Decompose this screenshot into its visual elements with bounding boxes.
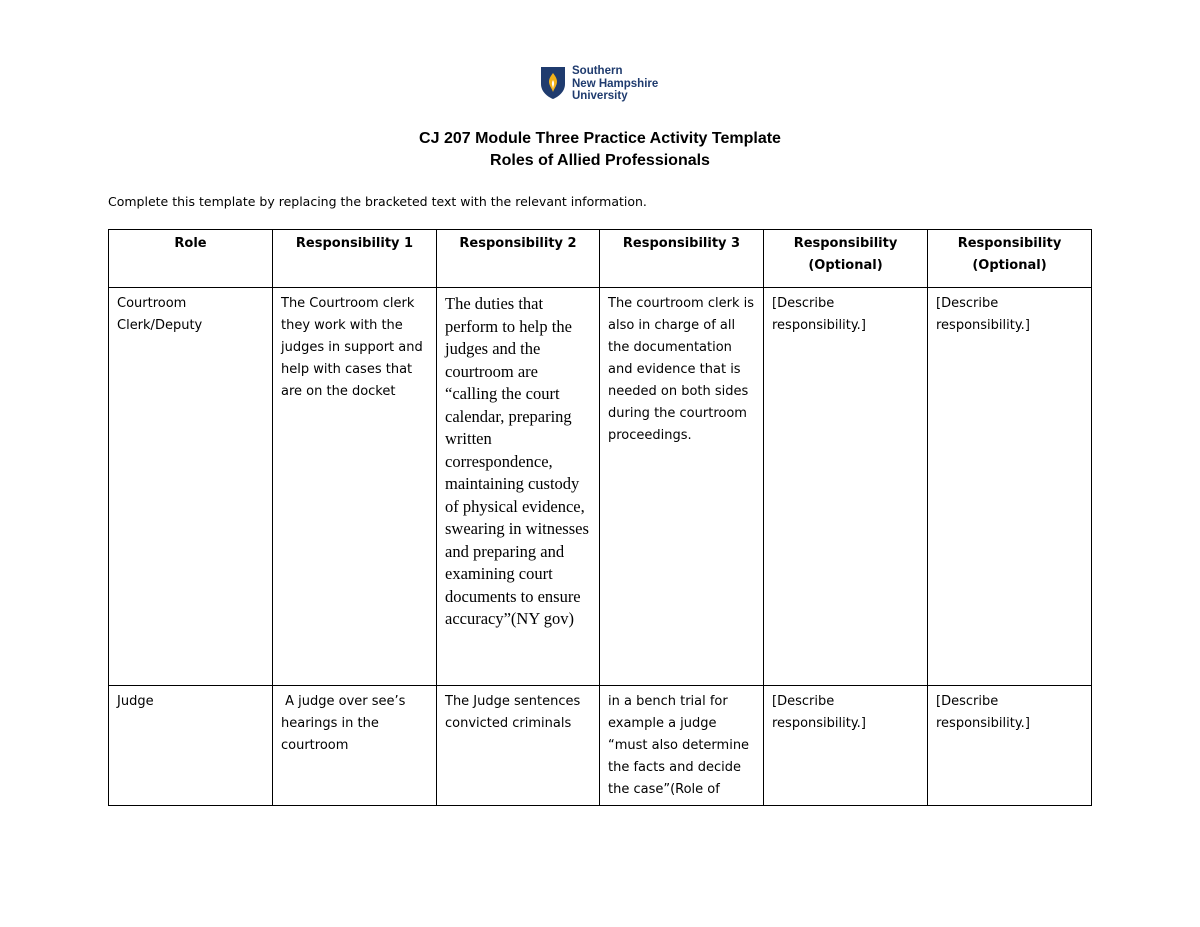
cell-responsibility-1[interactable]: The Courtroom clerk they work with the judges in support and help with cases that are on the docket: [273, 288, 437, 686]
header-responsibility-optional-2: Responsibility (Optional): [928, 230, 1092, 288]
cell-responsibility-3[interactable]: The courtroom clerk is also in charge of all the documentation and evidence that is needed on both sides during the courtroom proceedings.: [600, 288, 764, 686]
cell-role[interactable]: Judge: [109, 686, 273, 806]
document-title: [0, 128, 1200, 172]
table-row: [109, 288, 1092, 686]
logo-line-3: University: [572, 90, 628, 102]
logo-line-2: New Hampshire: [572, 77, 659, 90]
roles-table: [108, 229, 1092, 806]
instructions-text: Complete this template by replacing the bracketed text with the relevant information.: [108, 194, 647, 209]
cell-responsibility-optional-1[interactable]: [Describe responsibility.]: [764, 686, 928, 806]
title-line-2: Roles of Allied Professionals: [490, 152, 710, 169]
cell-responsibility-1[interactable]: A judge over see’s hearings in the courtroom: [273, 686, 437, 806]
cell-role[interactable]: Courtroom Clerk/Deputy: [109, 288, 273, 686]
table-row: [109, 686, 1092, 806]
logo-line-1: Southern: [572, 65, 623, 77]
cell-responsibility-optional-2[interactable]: [Describe responsibility.]: [928, 686, 1092, 806]
table-header-row: [109, 230, 1092, 288]
cell-responsibility-2[interactable]: The duties that perform to help the judges and the courtroom are “calling the court calendar, preparing written correspondence, maintaining custody of physical evidence, swearing in witnesses and preparing and examining court documents to ensure accuracy”(NY gov): [437, 288, 600, 686]
header-responsibility-3: Responsibility 3: [600, 230, 764, 288]
header-role: Role: [109, 230, 273, 288]
cell-responsibility-optional-2[interactable]: [Describe responsibility.]: [928, 288, 1092, 686]
cell-responsibility-optional-1[interactable]: [Describe responsibility.]: [764, 288, 928, 686]
cell-responsibility-3[interactable]: in a bench trial for example a judge “must also determine the facts and decide the case”(Role of: [600, 686, 764, 806]
snhu-shield-icon: [540, 66, 566, 100]
header-responsibility-2: Responsibility 2: [437, 230, 600, 288]
logo-wordmark: [572, 65, 658, 103]
header-responsibility-optional-1: Responsibility (Optional): [764, 230, 928, 288]
header-responsibility-1: Responsibility 1: [273, 230, 437, 288]
cell-responsibility-2[interactable]: The Judge sentences convicted criminals: [437, 686, 600, 806]
title-line-1: CJ 207 Module Three Practice Activity Template: [419, 130, 781, 147]
snhu-logo: [540, 66, 658, 103]
